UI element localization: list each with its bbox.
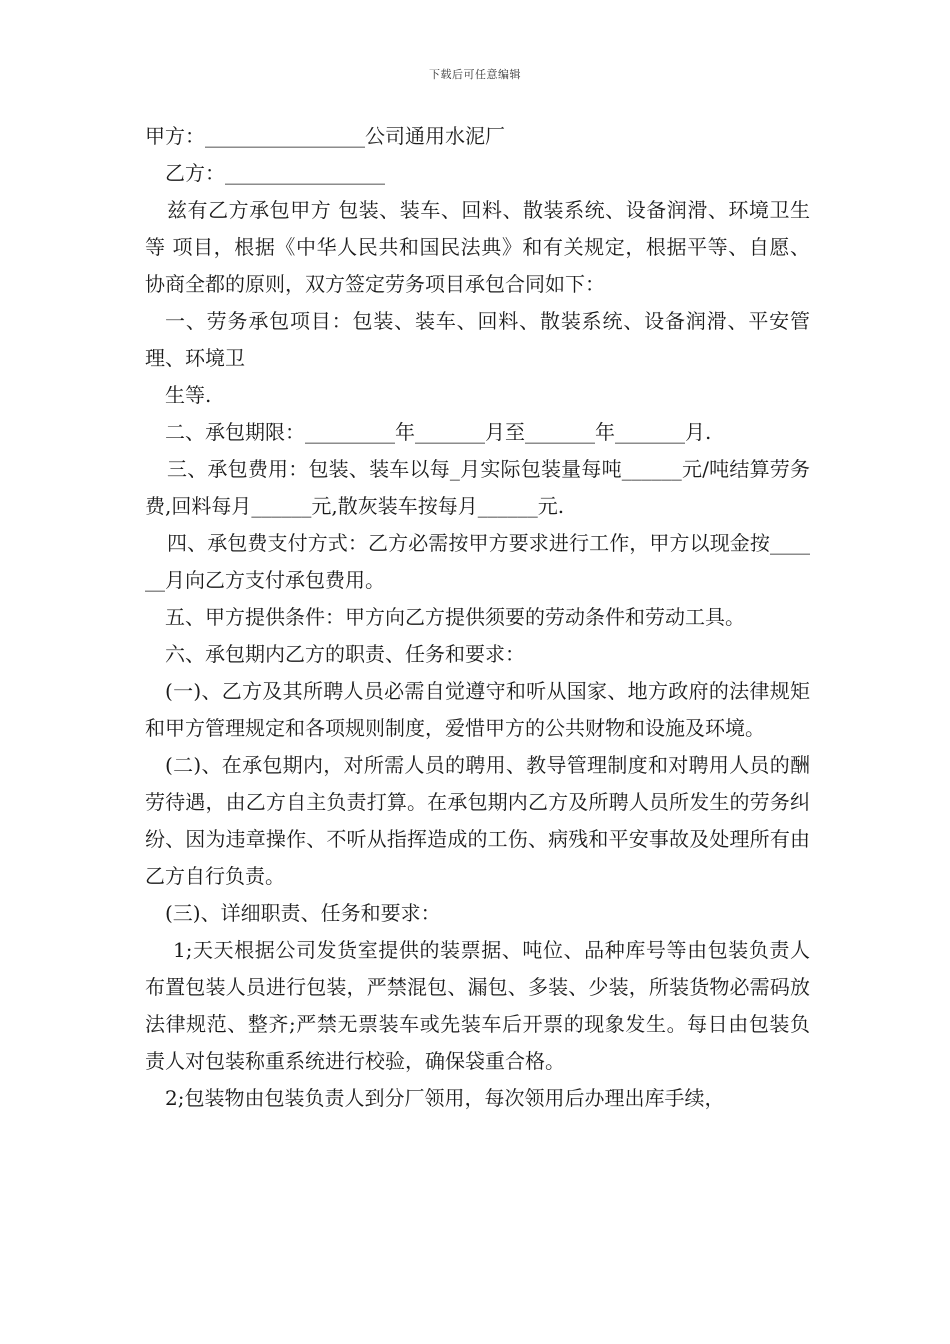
item-1-paragraph: 1;天天根据公司发货室提供的装票据、吨位、品种库号等由包装负责人布置包装人员进行包装，严禁混包、漏包、多装、少装，所装货物必需码放法律规范、整齐;严禁无票装车或先装车后开票的现象发生。每日由包装负责人对包装称重系统进行校验，确保袋重合格。 (145, 938, 810, 1073)
preamble-paragraph: 兹有乙方承包甲方 包装、装车、回料、散装系统、设备润滑、环境卫生等 项目，根据《中华人民共和国民法典》和有关规定，根据平等、自愿、协商全都的原则，双方签定劳务项目承包合同如下： (145, 198, 810, 296)
clause-5-paragraph: 五、甲方提供条件：甲方向乙方提供须要的劳动条件和劳动工具。 (165, 605, 745, 629)
page-header-note: 下载后可任意编辑 (429, 68, 521, 81)
clause-1-paragraph: 一、劳务承包项目：包装、装车、回料、散装系统、设备润滑、平安管理、环境卫 (145, 309, 810, 370)
clause-4-paragraph: 四、承包费支付方式：乙方必需按甲方要求进行工作，甲方以现金按______月向乙方支付承包费用。 (145, 531, 810, 592)
clause-6-heading: 六、承包期内乙方的职责、任务和要求： (165, 642, 525, 666)
party-b-line: 乙方：________________ (165, 161, 385, 185)
clause-2-paragraph: 二、承包期限：_________年_______月至_______年_______月. (165, 420, 712, 444)
party-a-line: 甲方：________________公司通用水泥厂 (145, 124, 505, 148)
contract-body (145, 118, 810, 1117)
subclause-1-paragraph: (一)、乙方及其所聘人员必需自觉遵守和听从国家、地方政府的法律规矩和甲方管理规定和各项规则制度，爱惜甲方的公共财物和设施及环境。 (145, 679, 810, 740)
clause-1-continuation: 生等. (165, 383, 212, 407)
subclause-3-heading: (三)、详细职责、任务和要求： (165, 901, 441, 925)
subclause-2-paragraph: (二)、在承包期内，对所需人员的聘用、教导管理制度和对聘用人员的酬劳待遇，由乙方自主负责打算。在承包期内乙方及所聘人员所发生的劳务纠纷、因为违章操作、不听从指挥造成的工伤、病残和平安事故及处理所有由乙方自行负责。 (145, 753, 810, 888)
item-2-paragraph: 2;包装物由包装负责人到分厂领用，每次领用后办理出库手续， (165, 1086, 725, 1110)
clause-3-paragraph: 三、承包费用：包装、装车以每_月实际包装量每吨______元/吨结算劳务费,回料每月______元,散灰装车按每月______元. (145, 457, 810, 518)
